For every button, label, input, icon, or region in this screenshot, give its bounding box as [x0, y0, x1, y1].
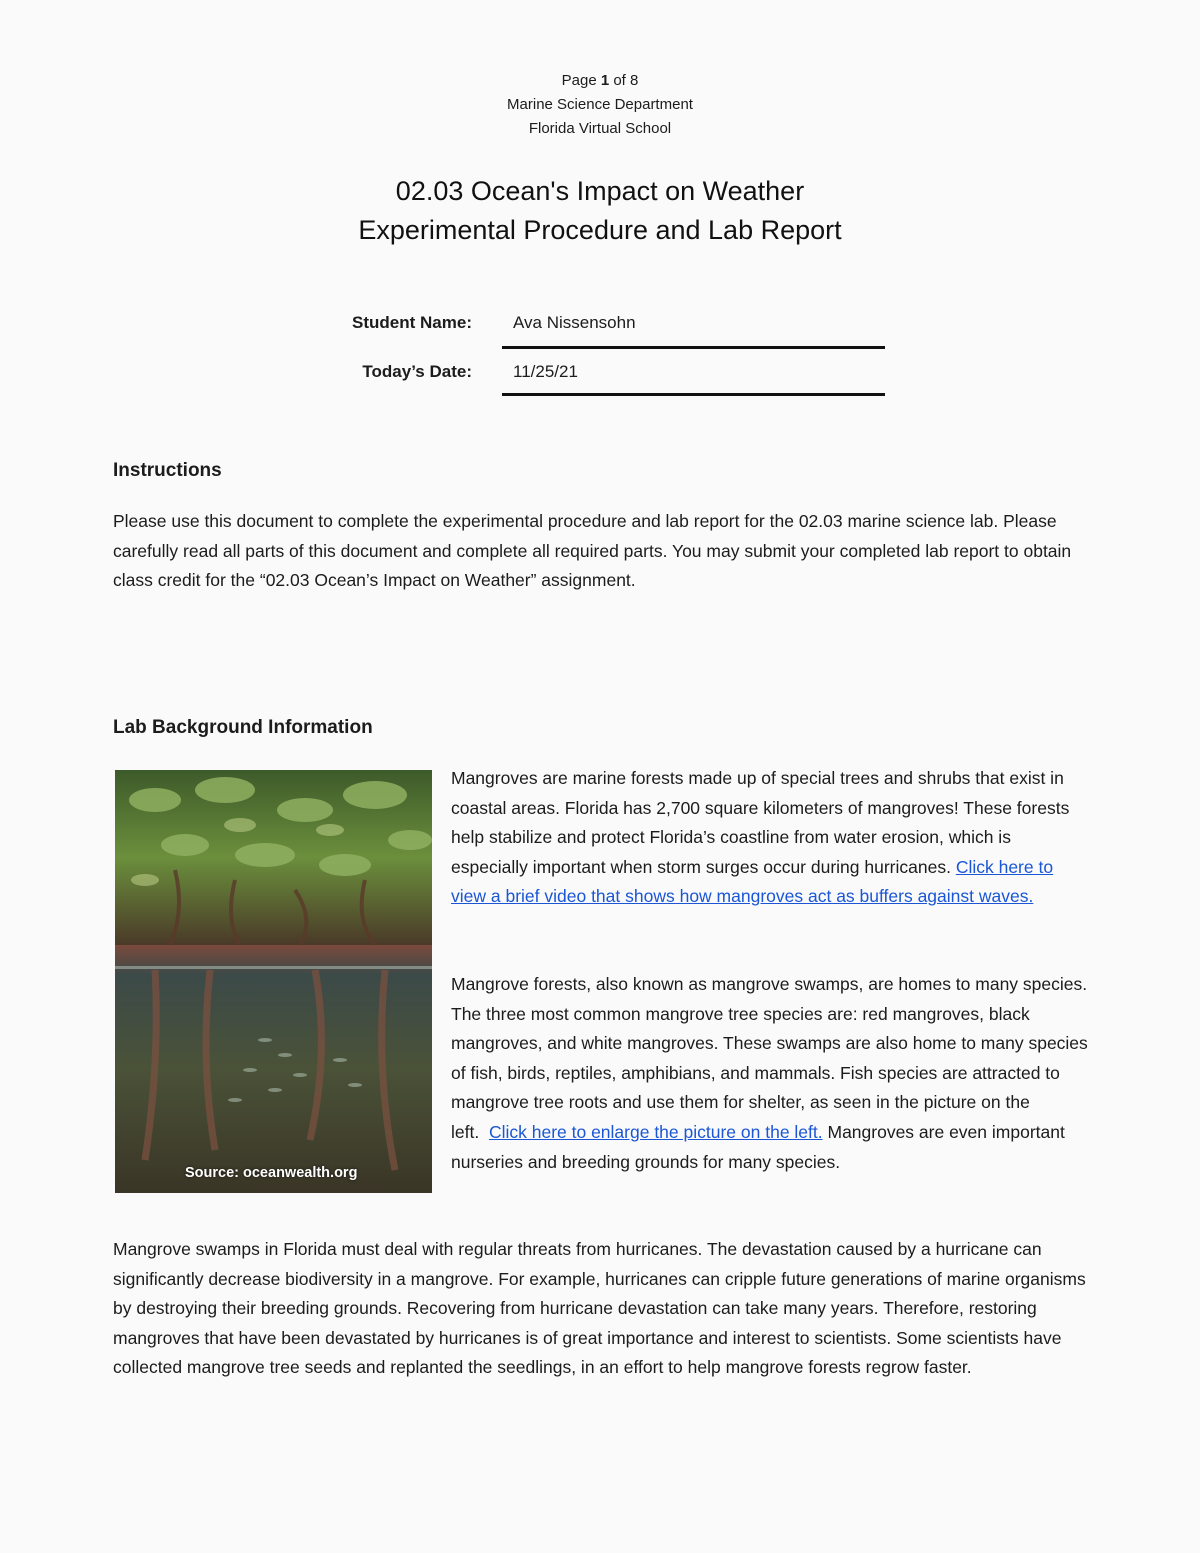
date-label: Today’s Date: — [362, 362, 472, 381]
school-name: Florida Virtual School — [528, 120, 672, 137]
mangroves-paragraph-3: Mangrove swamps in Florida must deal with regular threats from hurricanes. The devastation caused by a hurricane can significantly decrease biodiversity in a mangrove. For example, hurricanes can cripple future generations of marine organisms by destroying their breeding grounds. Recovering from hurricane devastation can take many years. Therefore, restoring mangroves that have been devastated by hurricanes is of great importance and interest to scientists. Some scientists have collected mangrove tree seeds and replanted the seedlings, in an effort to help mangrove forests regrow faster. — [113, 1239, 1086, 1378]
mangroves-paragraph-1 — [451, 764, 1091, 912]
title-line-2: Experimental Procedure and Lab Report — [358, 215, 842, 245]
instructions-heading: Instructions — [113, 460, 222, 481]
page-header — [0, 69, 1200, 141]
student-name-label: Student Name: — [352, 313, 472, 332]
document-title — [0, 172, 1200, 250]
para2-tail: Mangroves are even important nurseries and breeding grounds for many species. — [451, 1121, 1065, 1172]
photo-caption: Source: oceanwealth.org — [185, 1165, 358, 1181]
department-name: Marine Science Department — [507, 96, 693, 113]
date-field[interactable]: 11/25/21 — [513, 362, 578, 381]
para2-text: Mangrove forests, also known as mangrove swamps, are homes to many species. The three most common mangrove tree species are: red mangroves, black mangroves, and white mangroves. These swamps are also home to many species of fish, birds, reptiles, amphibians, and mammals. Fish species are attracted to mangrove tree roots and use them for shelter, as seen in the picture on the left. — [451, 974, 1088, 1142]
para1-text: Mangroves are marine forests made up of special trees and shrubs that exist in coastal areas. Florida has 2,700 square kilometers of mangroves! These forests help stabilize and protect Florida’s coastline from water erosion, which is especially important when storm surges occur during hurricanes. — [451, 768, 1070, 877]
student-name-field[interactable]: Ava Nissensohn — [513, 313, 636, 332]
background-heading: Lab Background Information — [113, 717, 373, 738]
instructions-body: Please use this document to complete the experimental procedure and lab report for the 02.03 marine science lab. Please carefully read all parts of this document and complete all required parts. You may submit your completed lab report to obtain class credit for the “02.03 Ocean’s Impact on Weather” assignment. — [113, 511, 1072, 591]
video-link[interactable]: Click here to view a brief video that shows how mangroves act as buffers against waves. — [451, 856, 1054, 907]
mangroves-paragraph-2 — [451, 970, 1091, 1177]
date-underline — [502, 393, 885, 396]
title-line-1: 02.03 Ocean's Impact on Weather — [395, 176, 805, 206]
page-indicator: Page 1 of 8 — [561, 72, 639, 89]
student-name-underline — [502, 346, 885, 349]
enlarge-picture-link[interactable]: Click here to enlarge the picture on the left. — [488, 1121, 823, 1142]
mangrove-photo — [115, 770, 432, 1193]
